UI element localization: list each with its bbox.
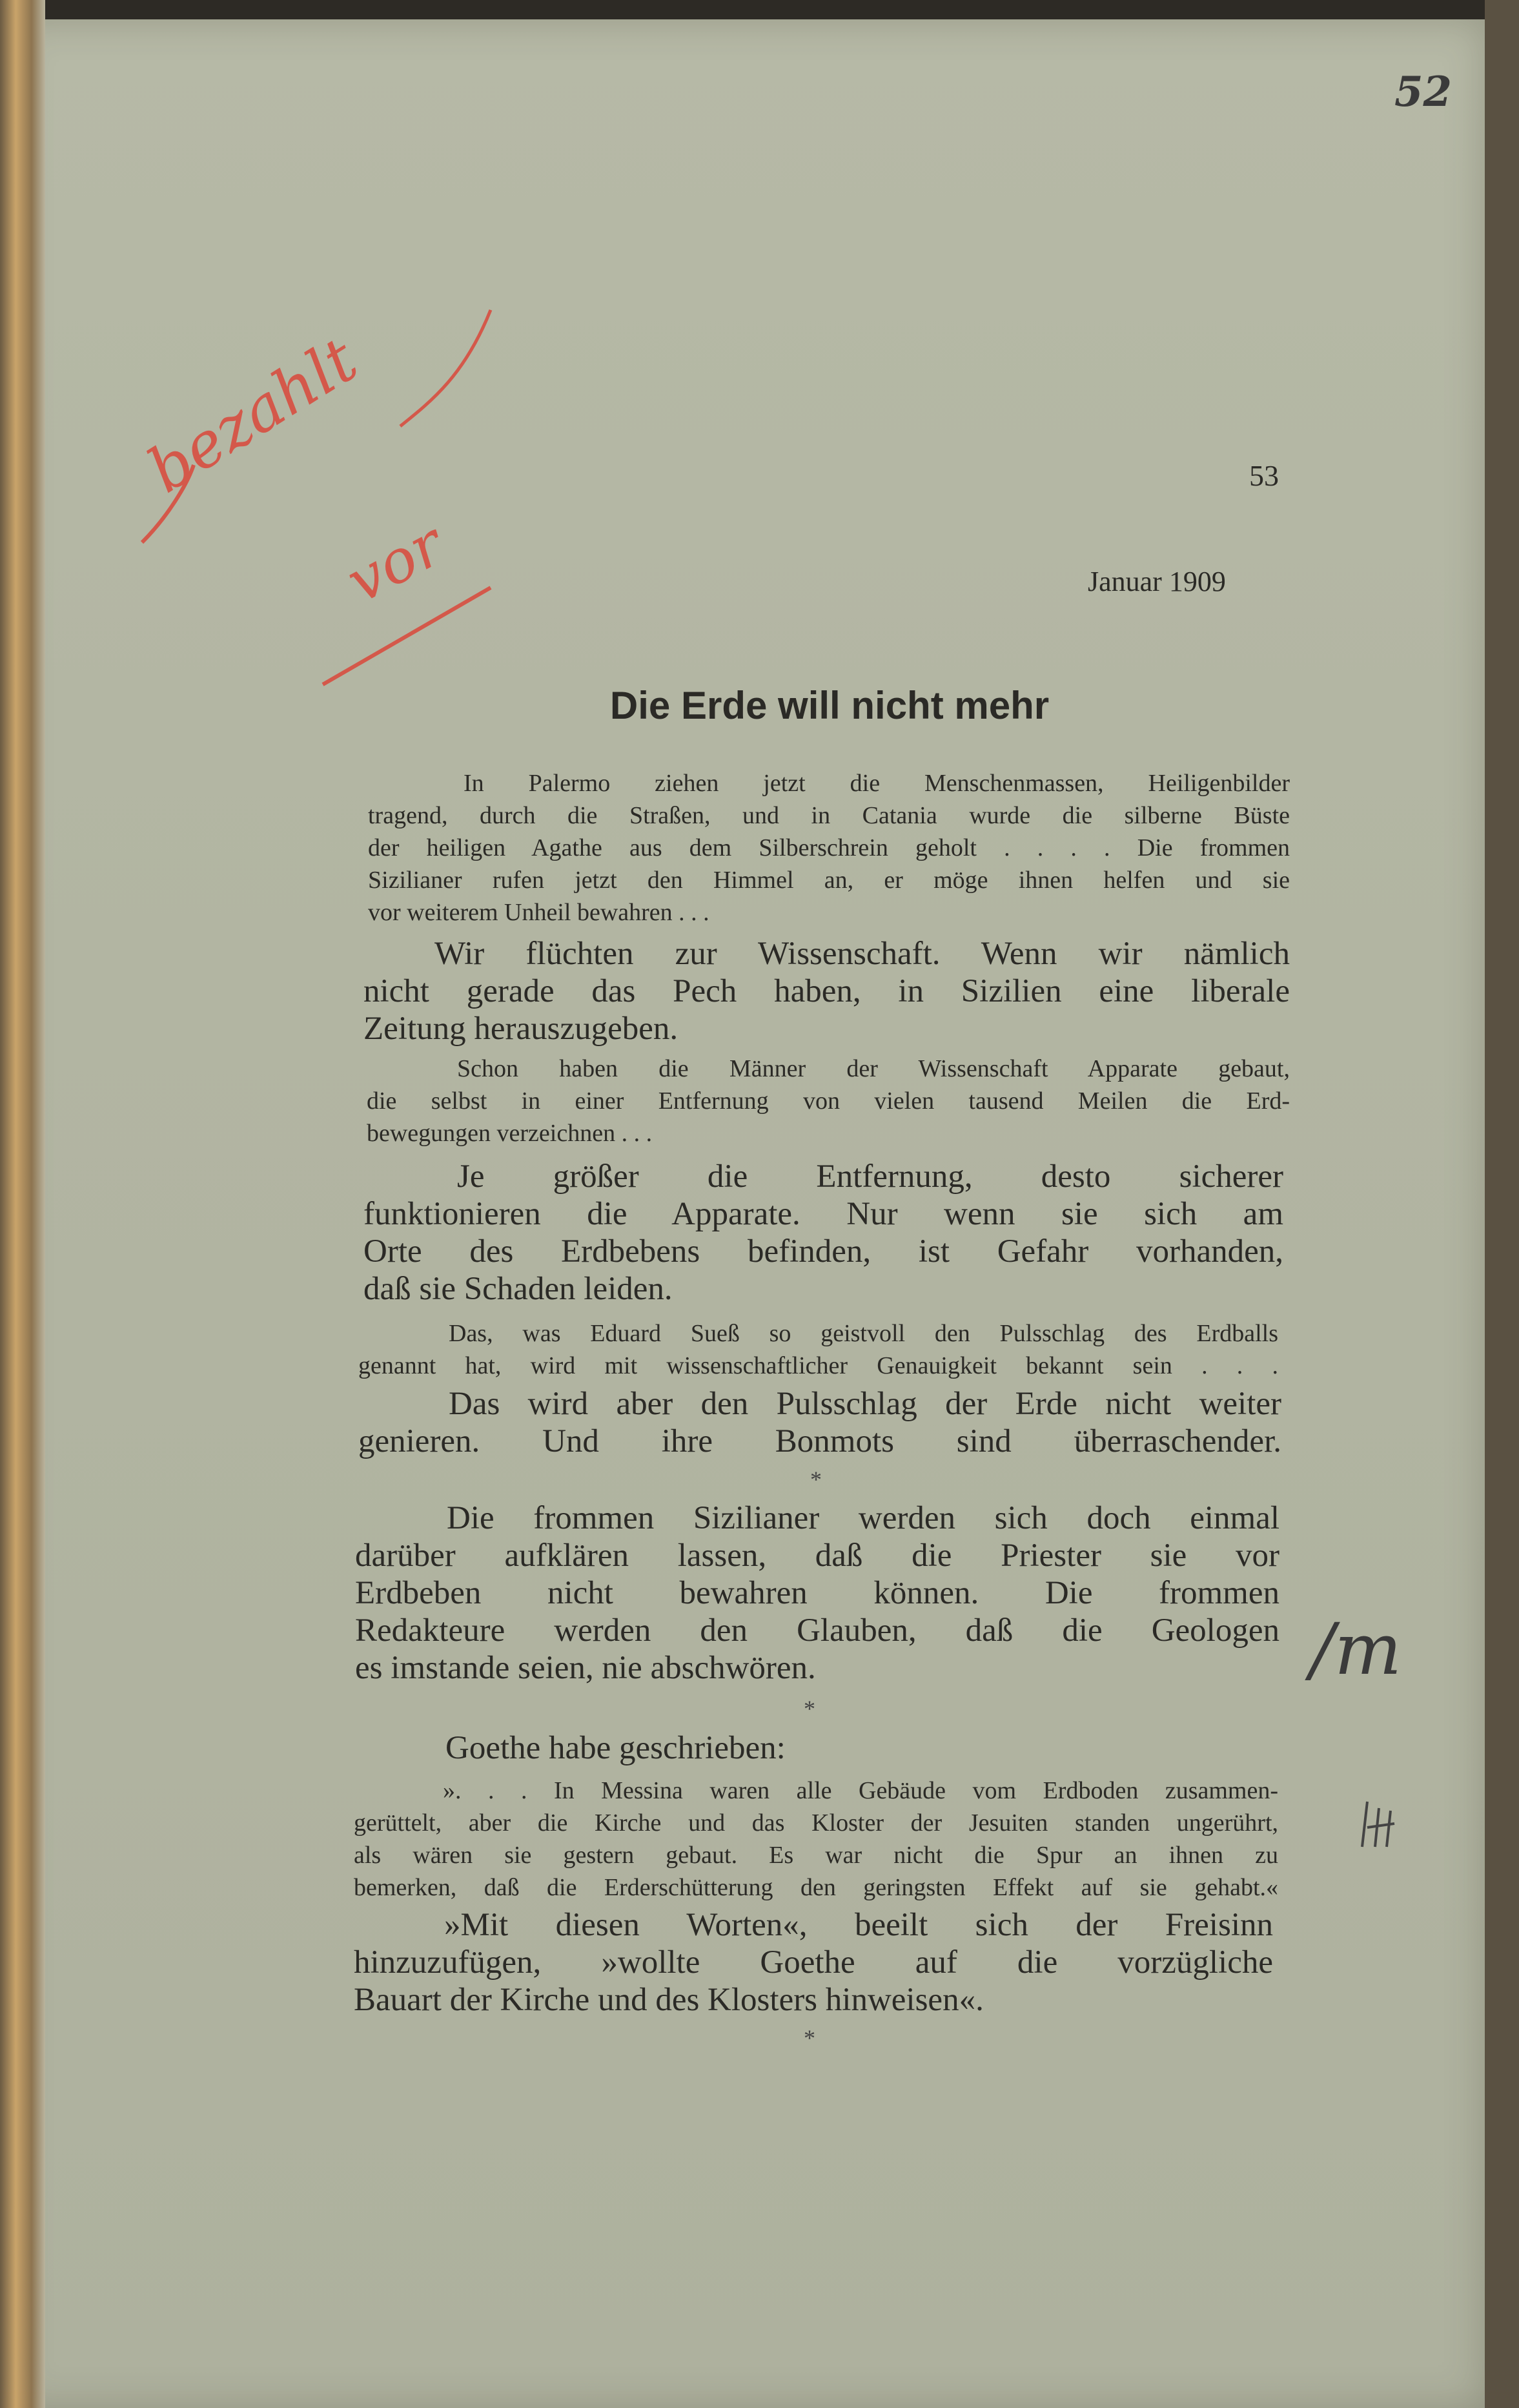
paragraph-10 [354,1906,1273,2019]
text-line: ». . . In Messina waren alle Gebäude vom Erdboden zusammen- [443,1777,1278,1804]
book-binding-edge [0,0,45,2408]
paragraph-quote-3 [358,1317,1278,1382]
date: Januar 1909 [1088,566,1226,597]
text-line: Orte des Erdbebens befinden, ist Gefahr vorhanden, [363,1233,1283,1270]
text-line: bemerken, daß die Erderschütterung den geringsten Effekt auf sie gehabt.« [354,1874,1278,1901]
text-line: gerüttelt, aber die Kirche und das Kloster der Jesuiten standen ungerührt, [354,1809,1278,1837]
paragraph-4 [363,1158,1283,1308]
text-line: Sizilianer rufen jetzt den Himmel an, er möge ihnen helfen und sie [368,867,1290,894]
red-margin-note-1: bezahlt [136,323,370,507]
section-separator: * [810,1466,822,1492]
text-line: als wären sie gestern gebaut. Es war nicht die Spur an ihnen zu [354,1842,1278,1869]
text-line: daß sie Schaden leiden. [363,1271,673,1307]
paragraph-6 [358,1385,1281,1460]
paragraph-goethe-quote [354,1775,1278,1904]
paragraph-quote-2 [367,1053,1290,1149]
paragraph-8 [445,1729,786,1767]
text-line: Redakteure werden den Glauben, daß die Geologen [355,1612,1279,1649]
text-line: die selbst in einer Entfernung von vielen tausend Meilen die Erd- [367,1087,1290,1115]
margin-note-right: /m [1310,1608,1402,1691]
section-separator: * [804,1696,815,1722]
text-line: genannt hat, wird mit wissenschaftlicher Genauigkeit bekannt sein . . . [358,1352,1278,1379]
paragraph-quote-1 [368,767,1290,929]
text-line: hinzuzufügen, »wollte Goethe auf die vorzügliche [354,1944,1273,1981]
text-line: Zeitung herauszugeben. [363,1011,678,1047]
text-line: »Mit diesen Worten«, beeilt sich der Freisinn [444,1907,1273,1943]
text-line: Wir flüchten zur Wissenschaft. Wenn wir nämlich [434,936,1290,972]
paragraph-7 [355,1499,1279,1687]
text-line: nicht gerade das Pech haben, in Sizilien eine liberale [363,973,1290,1009]
text-line: Goethe habe geschrieben: [445,1730,786,1766]
text-line: Das, was Eduard Sueß so geistvoll den Pulsschlag des Erdballs [449,1320,1278,1347]
text-line: Bauart der Kirche und des Klosters hinweisen«. [354,1982,984,2018]
text-line: darüber aufklären lassen, daß die Priester sie vor [355,1538,1279,1574]
text-line: Schon haben die Männer der Wissenschaft Apparate gebaut, [457,1055,1290,1082]
text-line: Je größer die Entfernung, desto sicherer [457,1158,1283,1195]
text-line: bewegungen verzeichnen . . . [367,1120,653,1147]
archive-number: 52 [1394,68,1453,116]
article-title: Die Erde will nicht mehr [609,684,1050,727]
text-line: vor weiterem Unheil bewahren . . . [368,899,709,926]
red-annotation-strokes [129,271,633,723]
text-line: Das wird aber den Pulsschlag der Erde nicht weiter [449,1386,1281,1422]
text-line: funktionieren die Apparate. Nur wenn sie sich am [363,1196,1283,1232]
scan-top-edge [0,0,1519,19]
pencil-mark-right [1356,1795,1407,1853]
red-margin-note-2: vor [336,509,454,617]
text-line: Erdbeben nicht bewahren können. Die frommen [355,1575,1279,1611]
page-number: 53 [1249,459,1279,492]
scan-right-edge [1485,0,1519,2408]
section-separator: * [804,2025,815,2051]
text-line: Die frommen Sizilianer werden sich doch einmal [447,1500,1279,1536]
text-line: der heiligen Agathe aus dem Silberschrein geholt . . . . Die frommen [368,834,1290,861]
text-line: In Palermo ziehen jetzt die Menschenmassen, Heiligenbilder [464,770,1290,797]
paragraph-2 [363,935,1290,1047]
text-line: tragend, durch die Straßen, und in Catania wurde die silberne Büste [368,802,1290,829]
text-line: es imstande seien, nie abschwören. [355,1650,816,1686]
text-line: genieren. Und ihre Bonmots sind überraschender. [358,1423,1281,1459]
